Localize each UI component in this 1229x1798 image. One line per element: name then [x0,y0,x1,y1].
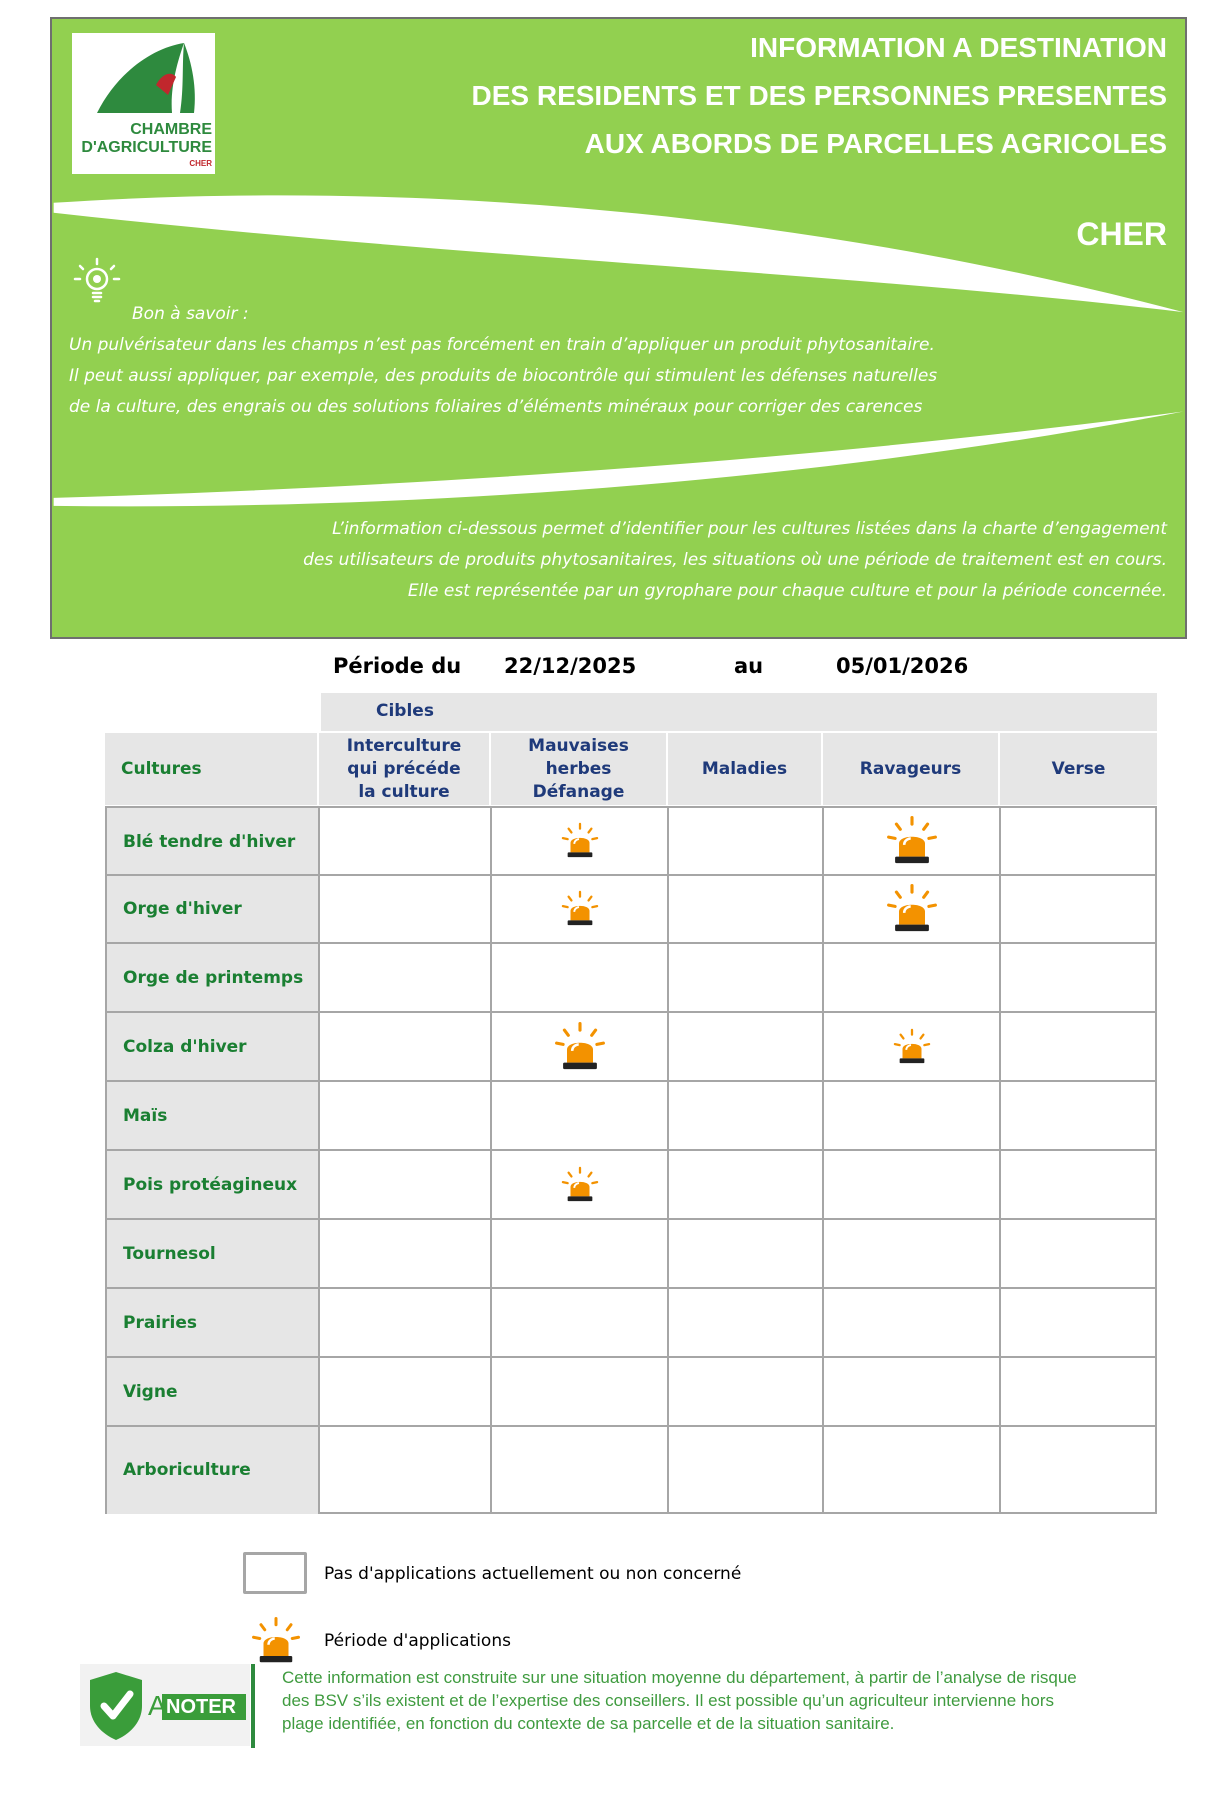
info-line-2: des utilisateurs de produits phytosanitaires, les situations où une période de traitement est en cours. [303,550,1167,570]
siren-icon [561,890,599,928]
siren-icon [561,1166,599,1204]
column-header-5: Verse [1000,733,1157,805]
siren-icon [893,1028,931,1066]
grid-row-line [105,1425,1157,1427]
row-label-culture: Tournesol [107,1219,319,1288]
note-line-2: des BSV s’ils existent et de l’expertise des conseillers. Il est possible qu’un agriculteur intervienne hors [282,1691,1055,1710]
grid-column-line [999,806,1001,1514]
logo-text-line1: CHAMBRE [130,121,212,138]
period-au-label: au [734,654,764,678]
title-line-1: INFORMATION A DESTINATION [750,32,1167,63]
lightbulb-icon [72,257,122,307]
grid-row-line [105,874,1157,876]
note-line-1: Cette information est construite sur une situation moyenne du département, à partir de l’analyse de risque [282,1668,1077,1687]
badge-letter-a: A [148,1690,167,1721]
grid-row-line [105,1149,1157,1151]
legend-empty-swatch [243,1552,307,1594]
row-label-culture: Pois protéagineux [107,1150,319,1219]
period-label: Période du [333,654,462,678]
title-line-2: DES RESIDENTS ET DES PERSONNES PRESENTES [471,80,1167,111]
grid-row-line [105,1218,1157,1220]
column-header-0: Cultures [105,733,317,805]
grid-row-line [105,1287,1157,1289]
row-label-culture: Prairies [107,1288,319,1357]
tip-line-2: Il peut aussi appliquer, par exemple, des produits de biocontrôle qui stimulent les défenses naturelles [69,366,938,386]
legend-empty-label: Pas d'applications actuellement ou non concerné [324,1564,742,1584]
logo-text-line2: D'AGRICULTURE [81,139,212,156]
siren-icon [561,822,599,860]
tip-line-1: Un pulvérisateur dans les champs n’est pas forcément en train d’appliquer un produit phytosanitaire. [69,335,935,355]
info-line-3: Elle est représentée par un gyrophare pour chaque culture et pour la période concernée. [407,581,1167,601]
column-header-3: Maladies [668,733,821,805]
grid-column-line [667,806,669,1514]
column-header-1: Interculture qui précéde la culture [319,733,489,805]
grid-row-line [105,942,1157,944]
period-start-date: 22/12/2025 [504,654,637,678]
row-label-culture: Orge de printemps [107,943,319,1012]
logo-text-line3: CHER [189,159,212,168]
badge-noter-text: NOTER [166,1696,236,1718]
siren-icon [886,883,938,935]
cibles-label: Cibles [376,701,434,721]
row-label-culture: Orge d'hiver [107,875,319,943]
row-label-culture: Arboriculture [107,1426,319,1514]
department-label: CHER [1076,216,1167,252]
grid-row-line [105,1011,1157,1013]
grid-row-line [105,1080,1157,1082]
row-label-culture: Maïs [107,1081,319,1150]
legend-beacon-label: Période d'applications [324,1631,511,1651]
column-header-4: Ravageurs [823,733,998,805]
legend-beacon-icon [251,1616,301,1666]
a-noter-badge [80,1664,250,1746]
siren-icon [554,1021,606,1073]
column-header-2: Mauvaises herbes Défanage [491,733,666,805]
period-end-date: 05/01/2026 [836,654,969,678]
cibles-header [321,693,1157,731]
bon-a-savoir-label: Bon à savoir : [132,304,249,324]
row-label-culture: Blé tendre d'hiver [107,808,319,875]
header-banner [50,17,1187,639]
note-divider [251,1664,255,1748]
row-label-culture: Vigne [107,1357,319,1426]
grid-column-line [490,806,492,1514]
grid-column-line [822,806,824,1514]
logo-emblem-icon [72,33,215,123]
title-line-3: AUX ABORDS DE PARCELLES AGRICOLES [584,128,1167,159]
siren-icon [886,815,938,867]
info-line-1: L’information ci-dessous permet d’identifier pour les cultures listées dans la charte d’engagement [332,519,1167,539]
tip-line-3: de la culture, des engrais ou des solutions foliaires d’éléments minéraux pour corriger des carences [69,397,923,417]
grid-column-line [318,806,320,1514]
note-line-3: plage identifiée, en fonction du contexte de sa parcelle et de la situation sanitaire. [282,1714,895,1733]
grid-row-line [105,1356,1157,1358]
row-label-culture: Colza d'hiver [107,1012,319,1081]
chambre-agriculture-logo [72,33,215,174]
